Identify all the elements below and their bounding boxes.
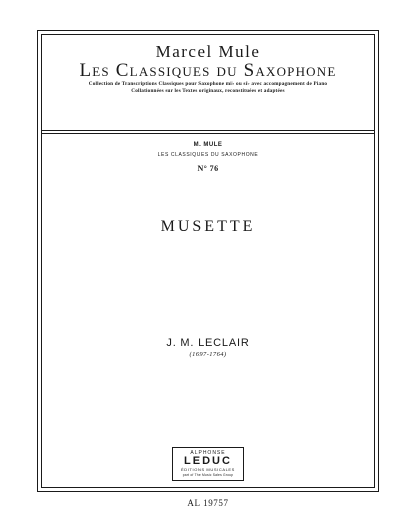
composer-dates: (1697-1764) <box>189 351 227 358</box>
series-title: Les Classiques du Saxophone <box>79 60 337 81</box>
piece-composer: J. M. LECLAIR <box>166 337 250 349</box>
edition-editor: M. MULE <box>193 142 223 148</box>
publisher-logo-sub: ÉDITIONS MUSICALES <box>181 467 235 472</box>
header-divider <box>42 130 374 131</box>
publisher-logo <box>172 447 244 481</box>
publisher-logo-bottom: part of The Music Sales Group <box>182 473 234 477</box>
cover-outer-frame <box>37 30 379 492</box>
series-editor-name: Marcel Mule <box>155 42 261 61</box>
edition-number: N° 76 <box>197 164 219 173</box>
series-subtitle-line-1: Collection de Transcriptions Classiques pour Saxophone mi♭ ou si♭ avec accompagnement de Piano <box>88 81 328 87</box>
edition-series: LES CLASSIQUES DU SAXOPHONE <box>157 152 259 158</box>
header-divider-secondary <box>42 133 374 134</box>
publisher-logo-top: ALPHONSE <box>190 450 226 456</box>
series-subtitle-line-2: Collationnées sur les Textes originaux, reconstituées et adaptées <box>131 88 285 94</box>
piece-title: MUSETTE <box>160 218 256 235</box>
publisher-logo-name: LEDUC <box>184 455 232 467</box>
cover-inner-frame <box>41 34 375 488</box>
catalog-number: AL 19757 <box>187 498 229 508</box>
